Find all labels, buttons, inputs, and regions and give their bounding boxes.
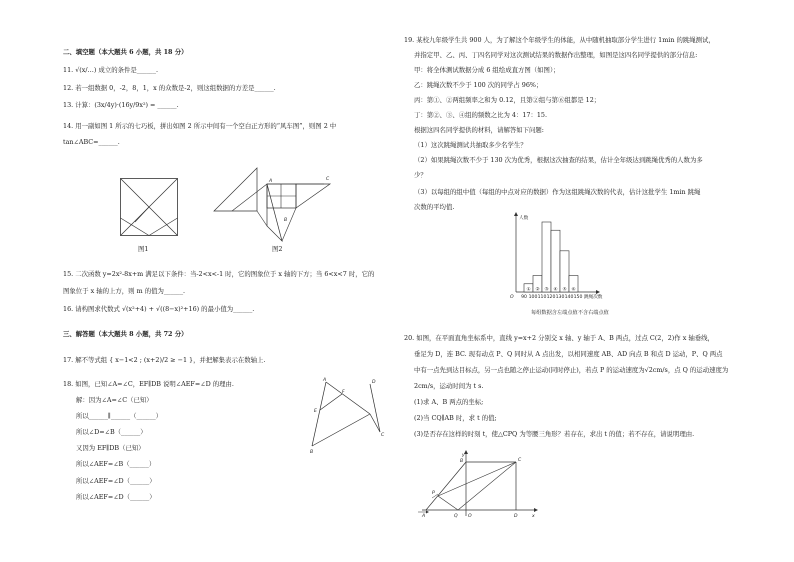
- question-19-line5: 丙：第①、②两组频率之和为 0.12，且第②组与第⑥组都是 12；: [414, 96, 601, 104]
- question-19-line2: 并指定甲、乙、丙、丁四名同学对这次测试结果的数据作出整理，如图是这四名同学提供的部分信息:: [414, 51, 698, 59]
- q20-point-a: A: [422, 514, 426, 519]
- histogram-note: 每组数据含左端点值不含右端点值: [531, 310, 609, 316]
- coordinate-figure: [418, 450, 538, 518]
- histogram-bar: [542, 222, 551, 292]
- question-18-step2: 所以______∥______（______）: [76, 412, 163, 420]
- tangram-figure-1: [120, 178, 178, 236]
- question-19-line9: （2）如果跳绳次数不少于 130 次为优秀，根据这次抽查的结果，估计全年级达到跳绳优秀的人数为多: [414, 156, 703, 164]
- histogram-x-tick-label: 130: [555, 295, 565, 300]
- q20-point-o: O: [468, 514, 472, 519]
- question-20-line1: 20. 如图，在平面直角坐标系中，直线 y=x+2 分别交 x 轴、y 轴于 A、B 两点，过点 C(2，2)作 x 轴垂线，: [404, 334, 714, 342]
- q20-point-q: Q: [454, 514, 458, 519]
- question-18-step3: 所以∠D=∠B（______）: [76, 428, 147, 436]
- q18-point-c: C: [381, 433, 385, 438]
- histogram-bar: [551, 230, 560, 292]
- question-19-line6: 丁：第②、③、④组的频数之比为 4：17：15.: [414, 111, 548, 119]
- point-b-label: B: [284, 218, 288, 223]
- question-15-line1: 15. 二次函数 y=2x²-8x+m 满足以下条件：当-2<x<-1 时，它的图象位于 x 轴的下方；当 6<x<7 时，它的: [63, 270, 375, 278]
- q20-point-p: P: [432, 491, 435, 496]
- jump-rope-histogram: [500, 212, 630, 312]
- q20-point-d: D: [514, 514, 518, 519]
- histogram-y-axis-label: 人数: [519, 216, 529, 221]
- figure-1-caption: 图1: [138, 245, 149, 253]
- question-19-line11: （3）以每组的组中值（每组的中点对应的数据）作为这组跳绳次数的代表，估计这批学生 1min 跳绳: [414, 188, 701, 196]
- histogram-x-tick-label: 110: [537, 295, 547, 300]
- q20-axis-x: x: [532, 514, 535, 519]
- figure-2-caption: 图2: [272, 245, 283, 253]
- histogram-bar: [560, 251, 569, 292]
- histogram-bar-number: ①: [526, 287, 531, 293]
- question-20-line3: 中有一点先到达目标点，另一点也随之停止运动(同时停止)，若点 P 的运动速度为√2cm/s，点 Q 的运动速度为: [414, 366, 729, 374]
- question-11: 11. √(x/…) 成立的条件是______.: [63, 66, 158, 74]
- question-18-step7: 所以∠AEF=∠D（______）: [76, 493, 156, 501]
- histogram-x-tick-label: 90: [521, 295, 527, 300]
- question-14-line1: 14. 用一副如图 1 所示的七巧板，拼出如图 2 所示中间有一个空白正方形的“风车图”，则图 2 中: [63, 122, 337, 130]
- question-18: 18. 如图，已知∠A=∠C，EF∥DB 说明∠AEF=∠D 的理由.: [63, 380, 234, 388]
- question-18-step5: 所以∠AEF=∠B（______）: [76, 460, 156, 468]
- histogram-x-tick-label: 140: [564, 295, 574, 300]
- parallel-lines-figure: [308, 376, 388, 454]
- question-14-line2: tan∠ABC=______.: [63, 138, 120, 146]
- q20-axis-y: y: [462, 453, 465, 458]
- histogram-bar-number: ③: [544, 287, 549, 293]
- q18-point-e: E: [314, 409, 317, 414]
- histogram-x-tick-label: 100: [528, 295, 538, 300]
- question-20-line4: 2cm/s，运动时间为 t s.: [414, 382, 484, 390]
- q18-point-b: B: [310, 450, 314, 455]
- question-13: 13. 计算：(3x/4y)·(16y/9x²) = ______.: [63, 101, 179, 109]
- question-18-step1: 解：因为∠A=∠C（已知）: [76, 396, 153, 404]
- question-19-line7: 根据这四名同学提供的材料，请解答如下问题:: [414, 126, 544, 134]
- q18-point-f: F: [342, 390, 345, 395]
- question-18-step4: 又因为 EF∥DB（已知）: [76, 444, 145, 452]
- histogram-origin-label: O: [510, 295, 514, 300]
- question-19-line12: 次数的平均值.: [414, 203, 455, 211]
- histogram-y-arrow: [514, 212, 518, 216]
- question-19-line10: 少？: [414, 171, 427, 179]
- question-18-step6: 所以∠AEF=∠D（______）: [76, 477, 156, 485]
- question-19-line4: 乙：跳绳次数不少于 100 次的同学占 96%；: [414, 81, 543, 89]
- histogram-bar-number: ⑤: [562, 287, 567, 293]
- histogram-x-tick-label: 150: [573, 295, 583, 300]
- question-20-part3: (3)是否存在这样的时刻 t，使△CPQ 为等腰三角形？若存在，求出 t 的值；若不存在，请说明理由.: [414, 430, 695, 438]
- question-12: 12. 若一组数据 0，-2，8，1，x 的众数是-2，则这组数据的方差是______.: [63, 84, 276, 92]
- section-solve-title: 三、解答题（本大题共 8 小题，共 72 分）: [63, 330, 188, 338]
- histogram-bar-number: ⑥: [571, 287, 576, 293]
- question-19-line8: （1）这次跳绳测试共抽取多少名学生？: [414, 141, 527, 149]
- histogram-x-axis-label: 跳绳次数: [584, 295, 603, 300]
- histogram-bar-number: ②: [535, 287, 540, 293]
- question-20-line2: 垂足为 D，连 BC. 现有动点 P、Q 同时从 A 点出发，以相同速度 AB、AD 向点 B 和点 D 运动，P、Q 两点: [414, 350, 723, 358]
- section-fill-in-title: 二、填空题（本大题共 6 小题，共 18 分）: [63, 48, 188, 56]
- histogram-x-arrow: [596, 290, 600, 294]
- pinwheel-figure-2: [212, 166, 332, 246]
- question-20-part2: (2)当 CQ∥AB 时，求 t 的值;: [414, 414, 497, 422]
- point-c-label: C: [326, 177, 330, 182]
- question-15-line2: 图象位于 x 轴的上方，则 m 的值为______.: [63, 287, 186, 295]
- question-20-part1: (1)求 A、B 两点的坐标;: [414, 398, 484, 406]
- histogram-x-tick-label: 120: [546, 295, 556, 300]
- question-19-line1: 19. 某校九年级学生共 900 人，为了解这个年级学生的体能，从中随机抽取部分学生进行 1min 的跳绳测试，: [404, 36, 715, 44]
- question-17: 17. 解不等式组 { x−1<2 ; (x+2)/2 ≥ −1 }，并把解集表示在数轴上.: [63, 356, 266, 364]
- q20-point-b: B: [460, 459, 464, 464]
- q18-point-d: D: [372, 380, 376, 385]
- q18-point-a: A: [323, 378, 327, 383]
- histogram-bar-number: ④: [553, 287, 558, 293]
- question-19-line3: 甲：将全体测试数据分成 6 组绘成直方图（如图）；: [414, 66, 560, 74]
- question-16: 16. 请构图求代数式 √(x²+4) + √((8−x)²+16) 的最小值为______.: [63, 305, 255, 313]
- q20-point-c: C: [518, 458, 522, 463]
- point-a-label: A: [269, 179, 273, 184]
